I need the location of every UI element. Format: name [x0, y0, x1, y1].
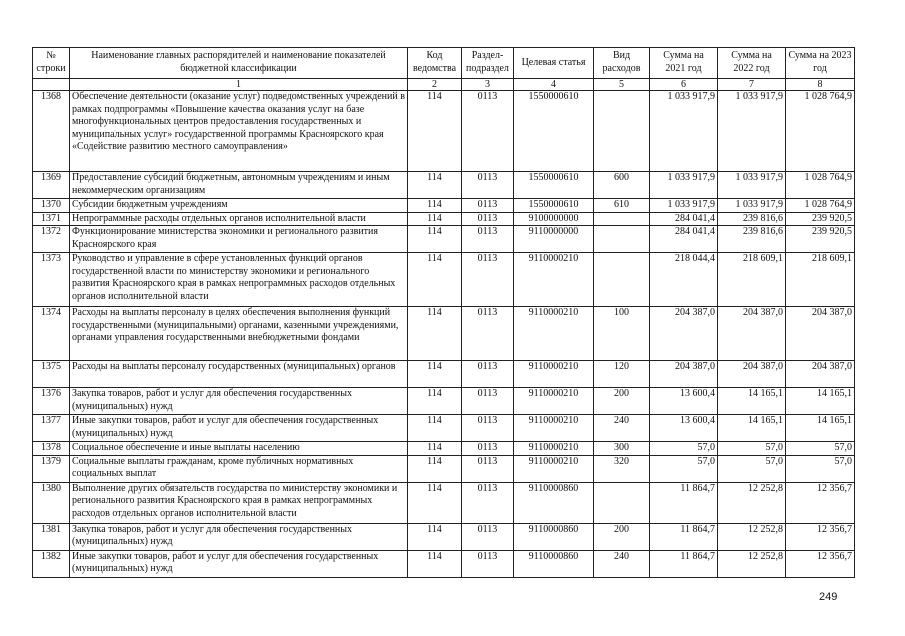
row-number: 1373 [33, 253, 70, 307]
table-row [33, 172, 855, 199]
row-section: 0113 [462, 91, 514, 172]
row-section: 0113 [462, 550, 514, 577]
row-expense-type [594, 212, 650, 226]
row-section: 0113 [462, 415, 514, 442]
row-section: 0113 [462, 361, 514, 388]
table-row [33, 388, 855, 415]
row-department-code: 114 [408, 172, 462, 199]
row-section: 0113 [462, 226, 514, 253]
row-target-article: 9110000210 [514, 415, 594, 442]
row-sum-2023: 239 920,5 [786, 212, 855, 226]
budget-table [32, 47, 855, 578]
row-name: Предоставление субсидий бюджетным, автономным учреждениям и иным некоммерческим организациям [70, 172, 408, 199]
row-department-code: 114 [408, 212, 462, 226]
row-sum-2022: 12 252,8 [718, 482, 786, 523]
row-sum-2022: 218 609,1 [718, 253, 786, 307]
row-target-article: 1550000610 [514, 172, 594, 199]
header-target-article: Целевая статья [514, 48, 594, 79]
row-expense-type: 200 [594, 388, 650, 415]
row-sum-2023: 204 387,0 [786, 361, 855, 388]
table-row [33, 199, 855, 213]
row-name: Расходы на выплаты персоналу государственных (муниципальных) органов [70, 361, 408, 388]
row-target-article: 9110000860 [514, 523, 594, 550]
row-number: 1376 [33, 388, 70, 415]
row-sum-2023: 12 356,7 [786, 550, 855, 577]
row-number: 1369 [33, 172, 70, 199]
row-target-article: 9110000860 [514, 482, 594, 523]
row-sum-2022: 1 033 917,9 [718, 91, 786, 172]
row-expense-type: 200 [594, 523, 650, 550]
row-sum-2023: 1 028 764,9 [786, 172, 855, 199]
row-sum-2023: 12 356,7 [786, 482, 855, 523]
column-number [33, 79, 70, 91]
row-sum-2021: 218 044,4 [650, 253, 718, 307]
row-sum-2023: 239 920,5 [786, 226, 855, 253]
column-number: 5 [594, 79, 650, 91]
row-name: Обеспечение деятельности (оказание услуг) подведомственных учреждений в рамках подпрограммы «Повышение качества оказания услуг на базе многофункциональных центров предоставления государственных и муниципальных услуг» государственной программы Красноярского края «Содействие развитию местного самоуправления» [70, 91, 408, 172]
row-sum-2021: 284 041,4 [650, 212, 718, 226]
row-name: Социальное обеспечение и иные выплаты населению [70, 442, 408, 456]
row-name: Субсидии бюджетным учреждениям [70, 199, 408, 213]
row-target-article: 9110000210 [514, 455, 594, 482]
row-name: Закупка товаров, работ и услуг для обеспечения государственных (муниципальных) нужд [70, 523, 408, 550]
row-expense-type: 120 [594, 361, 650, 388]
row-sum-2022: 12 252,8 [718, 550, 786, 577]
row-sum-2023: 1 028 764,9 [786, 199, 855, 213]
row-target-article: 1550000610 [514, 199, 594, 213]
row-target-article: 9110000210 [514, 253, 594, 307]
row-target-article: 9110000210 [514, 361, 594, 388]
column-number: 6 [650, 79, 718, 91]
row-expense-type: 600 [594, 172, 650, 199]
table-row [33, 415, 855, 442]
row-sum-2021: 204 387,0 [650, 307, 718, 361]
row-department-code: 114 [408, 361, 462, 388]
header-sum-2022: Сумма на 2022 год [718, 48, 786, 79]
row-sum-2023: 14 165,1 [786, 388, 855, 415]
row-target-article: 9110000210 [514, 307, 594, 361]
row-expense-type: 240 [594, 415, 650, 442]
row-number: 1381 [33, 523, 70, 550]
column-number: 8 [786, 79, 855, 91]
row-name: Функционирование министерства экономики и регионального развития Красноярского края [70, 226, 408, 253]
column-number: 3 [462, 79, 514, 91]
row-department-code: 114 [408, 415, 462, 442]
row-section: 0113 [462, 172, 514, 199]
table-row [33, 361, 855, 388]
row-number: 1368 [33, 91, 70, 172]
row-target-article: 9110000210 [514, 388, 594, 415]
row-department-code: 114 [408, 523, 462, 550]
row-target-article: 9110000210 [514, 442, 594, 456]
row-number: 1374 [33, 307, 70, 361]
row-sum-2022: 1 033 917,9 [718, 172, 786, 199]
row-sum-2023: 218 609,1 [786, 253, 855, 307]
row-number: 1370 [33, 199, 70, 213]
header-row [33, 48, 855, 79]
row-department-code: 114 [408, 253, 462, 307]
row-sum-2022: 14 165,1 [718, 388, 786, 415]
row-expense-type: 610 [594, 199, 650, 213]
row-name: Расходы на выплаты персоналу в целях обеспечения выполнения функций государственными (муниципальными) органами, казенными учреждениями, органами управления государственными внебюджетными фондами [70, 307, 408, 361]
column-number: 7 [718, 79, 786, 91]
row-expense-type [594, 253, 650, 307]
row-expense-type [594, 226, 650, 253]
row-section: 0113 [462, 253, 514, 307]
table-row [33, 91, 855, 172]
row-sum-2022: 57,0 [718, 455, 786, 482]
row-sum-2021: 13 600,4 [650, 388, 718, 415]
row-name: Выполнение других обязательств государства по министерству экономики и регионального развития Красноярского края в рамках непрограммных расходов отдельных органов исполнительной власти [70, 482, 408, 523]
row-name: Закупка товаров, работ и услуг для обеспечения государственных (муниципальных) нужд [70, 388, 408, 415]
row-sum-2021: 11 864,7 [650, 523, 718, 550]
row-sum-2021: 284 041,4 [650, 226, 718, 253]
row-sum-2023: 57,0 [786, 442, 855, 456]
row-section: 0113 [462, 482, 514, 523]
row-sum-2022: 1 033 917,9 [718, 199, 786, 213]
row-target-article: 9100000000 [514, 212, 594, 226]
table-row [33, 550, 855, 577]
row-department-code: 114 [408, 482, 462, 523]
row-number: 1379 [33, 455, 70, 482]
row-sum-2022: 239 816,6 [718, 226, 786, 253]
header-name: Наименование главных распорядителей и наименование показателей бюджетной классификации [70, 48, 408, 79]
row-sum-2023: 14 165,1 [786, 415, 855, 442]
table-row [33, 523, 855, 550]
header-row-number: № строки [33, 48, 70, 79]
row-sum-2022: 239 816,6 [718, 212, 786, 226]
row-name: Непрограммные расходы отдельных органов исполнительной власти [70, 212, 408, 226]
row-sum-2021: 57,0 [650, 442, 718, 456]
row-section: 0113 [462, 199, 514, 213]
row-sum-2022: 204 387,0 [718, 307, 786, 361]
row-sum-2021: 1 033 917,9 [650, 172, 718, 199]
row-department-code: 114 [408, 199, 462, 213]
row-expense-type [594, 91, 650, 172]
table-row [33, 482, 855, 523]
row-sum-2023: 12 356,7 [786, 523, 855, 550]
table-row [33, 442, 855, 456]
column-number: 1 [70, 79, 408, 91]
row-sum-2022: 57,0 [718, 442, 786, 456]
row-section: 0113 [462, 212, 514, 226]
row-name: Социальные выплаты гражданам, кроме публичных нормативных социальных выплат [70, 455, 408, 482]
table-row [33, 212, 855, 226]
page-number: 249 [819, 591, 838, 603]
table-row [33, 253, 855, 307]
row-expense-type [594, 482, 650, 523]
row-sum-2023: 57,0 [786, 455, 855, 482]
table-row [33, 307, 855, 361]
row-department-code: 114 [408, 91, 462, 172]
row-sum-2023: 1 028 764,9 [786, 91, 855, 172]
row-number: 1377 [33, 415, 70, 442]
row-sum-2021: 204 387,0 [650, 361, 718, 388]
row-expense-type: 300 [594, 442, 650, 456]
column-number: 2 [408, 79, 462, 91]
header-sum-2023: Сумма на 2023 год [786, 48, 855, 79]
row-sum-2021: 1 033 917,9 [650, 199, 718, 213]
row-section: 0113 [462, 442, 514, 456]
row-department-code: 114 [408, 388, 462, 415]
row-sum-2023: 204 387,0 [786, 307, 855, 361]
row-sum-2022: 12 252,8 [718, 523, 786, 550]
row-number: 1371 [33, 212, 70, 226]
row-department-code: 114 [408, 307, 462, 361]
header-section: Раздел-подраздел [462, 48, 514, 79]
row-number: 1382 [33, 550, 70, 577]
row-section: 0113 [462, 523, 514, 550]
row-target-article: 9110000860 [514, 550, 594, 577]
table-body [33, 91, 855, 578]
row-sum-2021: 11 864,7 [650, 482, 718, 523]
row-number: 1375 [33, 361, 70, 388]
row-section: 0113 [462, 455, 514, 482]
row-department-code: 114 [408, 442, 462, 456]
row-name: Иные закупки товаров, работ и услуг для обеспечения государственных (муниципальных) нужд [70, 550, 408, 577]
header-sum-2021: Сумма на 2021 год [650, 48, 718, 79]
row-department-code: 114 [408, 550, 462, 577]
row-sum-2021: 11 864,7 [650, 550, 718, 577]
row-expense-type: 320 [594, 455, 650, 482]
row-sum-2022: 204 387,0 [718, 361, 786, 388]
header-department-code: Код ведомства [408, 48, 462, 79]
row-number: 1380 [33, 482, 70, 523]
row-section: 0113 [462, 388, 514, 415]
column-number-row [33, 79, 855, 91]
row-section: 0113 [462, 307, 514, 361]
row-name: Иные закупки товаров, работ и услуг для обеспечения государственных (муниципальных) нужд [70, 415, 408, 442]
row-target-article: 9110000000 [514, 226, 594, 253]
header-expense-type: Вид расходов [594, 48, 650, 79]
column-number: 4 [514, 79, 594, 91]
row-sum-2021: 1 033 917,9 [650, 91, 718, 172]
row-name: Руководство и управление в сфере установленных функций органов государственной власти по министерству экономики и регионального развития Красноярского края в рамках непрограммных расходов отдельных органов исполнительной власти [70, 253, 408, 307]
table-row [33, 226, 855, 253]
row-department-code: 114 [408, 455, 462, 482]
row-target-article: 1550000610 [514, 91, 594, 172]
row-sum-2021: 57,0 [650, 455, 718, 482]
row-expense-type: 100 [594, 307, 650, 361]
row-number: 1378 [33, 442, 70, 456]
row-number: 1372 [33, 226, 70, 253]
row-sum-2022: 14 165,1 [718, 415, 786, 442]
row-sum-2021: 13 600,4 [650, 415, 718, 442]
row-department-code: 114 [408, 226, 462, 253]
table-row [33, 455, 855, 482]
row-expense-type: 240 [594, 550, 650, 577]
